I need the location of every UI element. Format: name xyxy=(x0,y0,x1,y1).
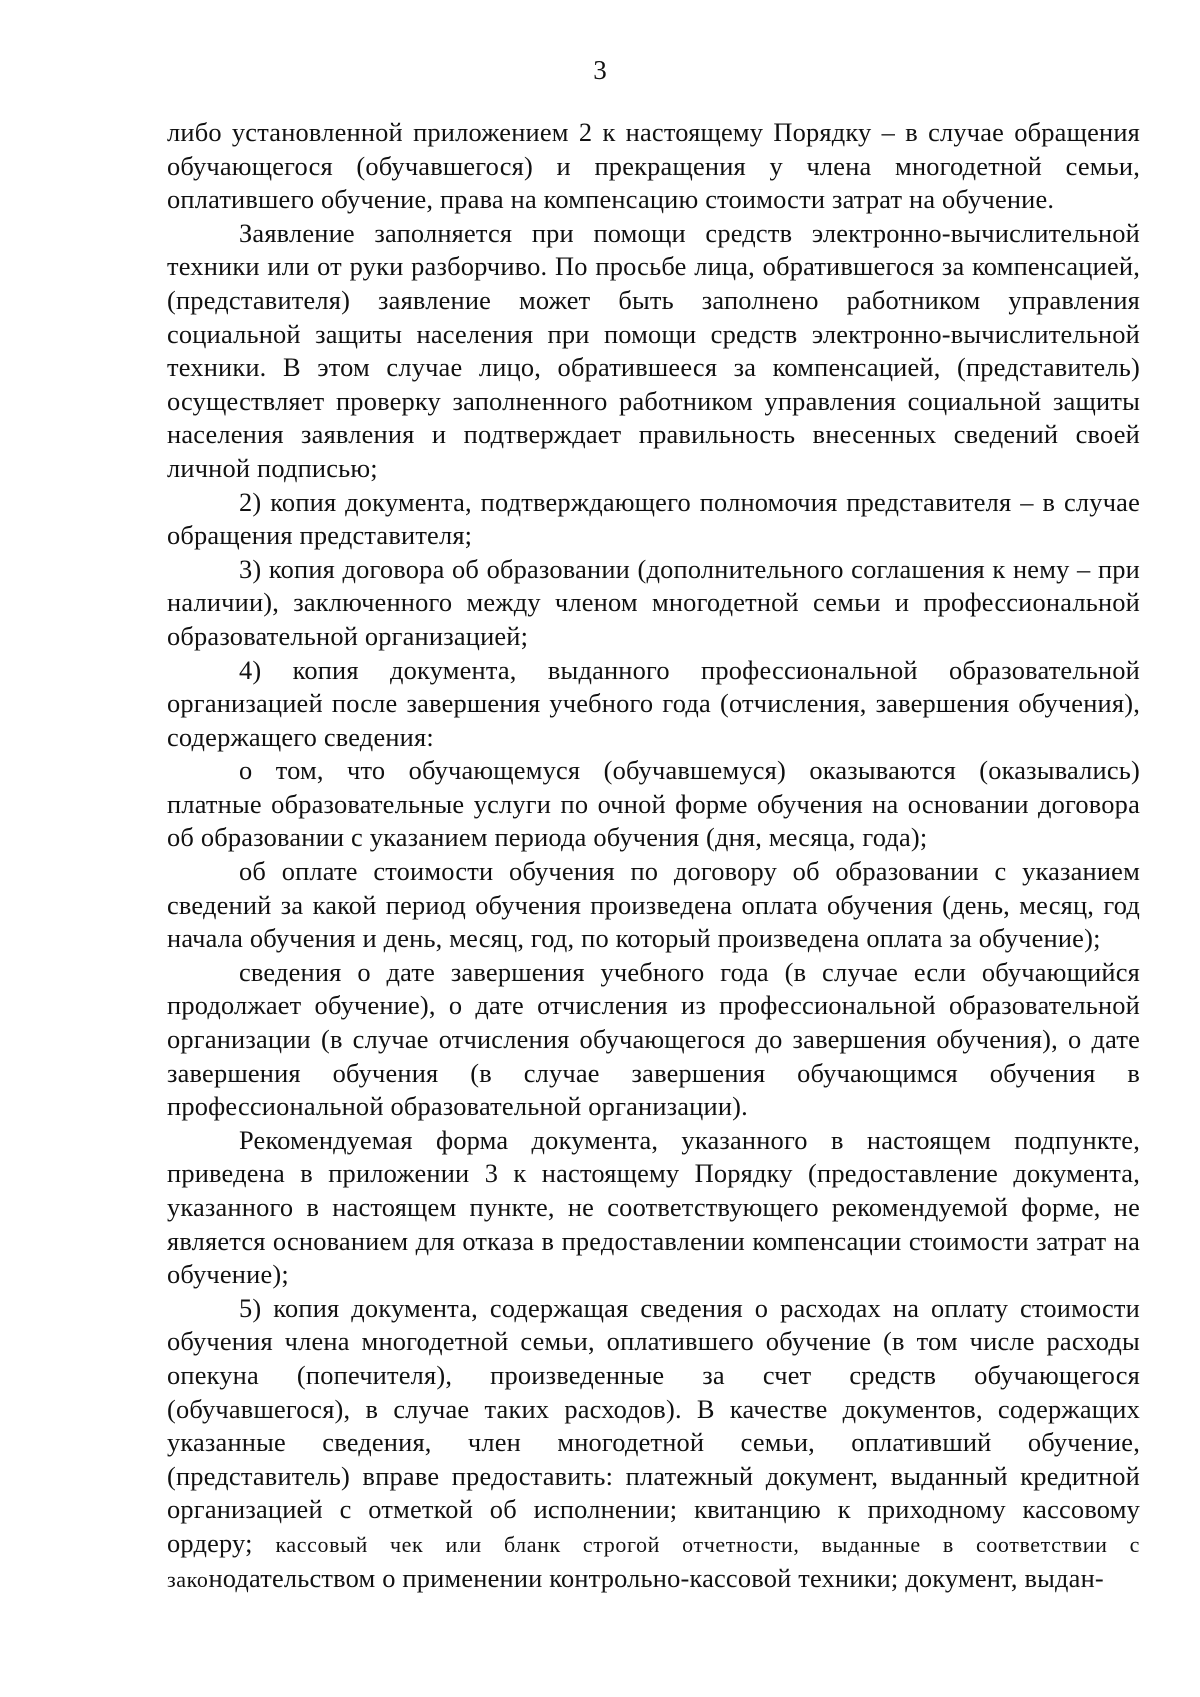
paragraph-item-5-small: кассовый чек или бланк строгой отчетности, выданные в соответствии с зако xyxy=(167,1531,1140,1592)
paragraph-item-2: 2) копия документа, подтверждающего полномочия представителя – в случае обращения представителя; xyxy=(167,486,1140,551)
paragraph-item-4: 4) копия документа, выданного профессиональной образовательной организацией после завершения учебного года (отчисления, завершения обучения), содержащего сведения: xyxy=(167,654,1140,752)
paragraph-item-3: 3) копия договора об образовании (дополнительного соглашения к нему – при наличии), заключенного между членом многодетной семьи и профессиональной образовательной организацией; xyxy=(167,553,1140,651)
paragraph-item-4-sub-1: о том, что обучающемуся (обучавшемуся) оказываются (оказывались) платные образовательные услуги по очной форме обучения на основании договора об образовании с указанием периода обучения (дня, месяца, года); xyxy=(167,755,1140,853)
page-number: 3 xyxy=(593,55,607,85)
paragraph-item-4-sub-3: сведения о дате завершения учебного года (в случае если обучающийся продолжает обучение), о дате отчисления из профессиональной образовательной организации (в случае отчисления обучающегося до завершения обучения), о дате завершения обучения (в случае завершения обучающимся обучения в профессиональной образовательной организации). xyxy=(167,956,1140,1122)
paragraph-1: либо установленной приложением 2 к настоящему Порядку – в случае обращения обучающегося (обучавшегося) и прекращения у члена многодетной семьи, оплатившего обучение, права на компенсацию стоимости затрат на обучение. xyxy=(167,117,1140,215)
paragraph-recommended-form: Рекомендуемая форма документа, указанного в настоящем подпункте, приведена в приложении 3 к настоящему Порядку (предоставление документа, указанного в настоящем пункте, не соответствующего рекомендуемой форме, не является основанием для отказа в предоставлении компенсации стоимости затрат на обучение); xyxy=(167,1124,1140,1290)
paragraph-item-5 xyxy=(167,1292,1140,1596)
document-body xyxy=(167,116,1140,1596)
paragraph-item-5-main: 5) копия документа, содержащая сведения о расходах на оплату стоимости обучения члена многодетной семьи, оплатившего обучение (в том числе расходы опекуна (попечителя), произведенные за счет средств обучающегося (обучавшегося), в случае таких расходов). В качестве документов, содержащих указанные сведения, член многодетной семьи, оплативший обучение, (представитель) вправе предоставить: платежный документ, выданный кредитной организацией с отметкой об исполнении; квитанцию к приходному кассовому ордеру; xyxy=(167,1292,1140,1558)
paragraph-2: Заявление заполняется при помощи средств электронно-вычислительной техники или от руки разборчиво. По просьбе лица, обратившегося за компенсацией, (представителя) заявление может быть заполнено работником управления социальной защиты населения при помощи средств электронно-вычислительной техники. В этом случае лицо, обратившееся за компенсацией, (представитель) осуществляет проверку заполненного работником управления социальной защиты населения заявления и подтверждает правильность внесенных сведений своей личной подписью; xyxy=(167,217,1140,483)
paragraph-item-5-tail: нодательством о применении контрольно-кассовой техники; документ, выдан- xyxy=(208,1562,1104,1593)
paragraph-item-4-sub-2: об оплате стоимости обучения по договору об образовании с указанием сведений за какой период обучения произведена оплата обучения (день, месяц, год начала обучения и день, месяц, год, по который произведена оплата за обучение); xyxy=(167,856,1140,954)
